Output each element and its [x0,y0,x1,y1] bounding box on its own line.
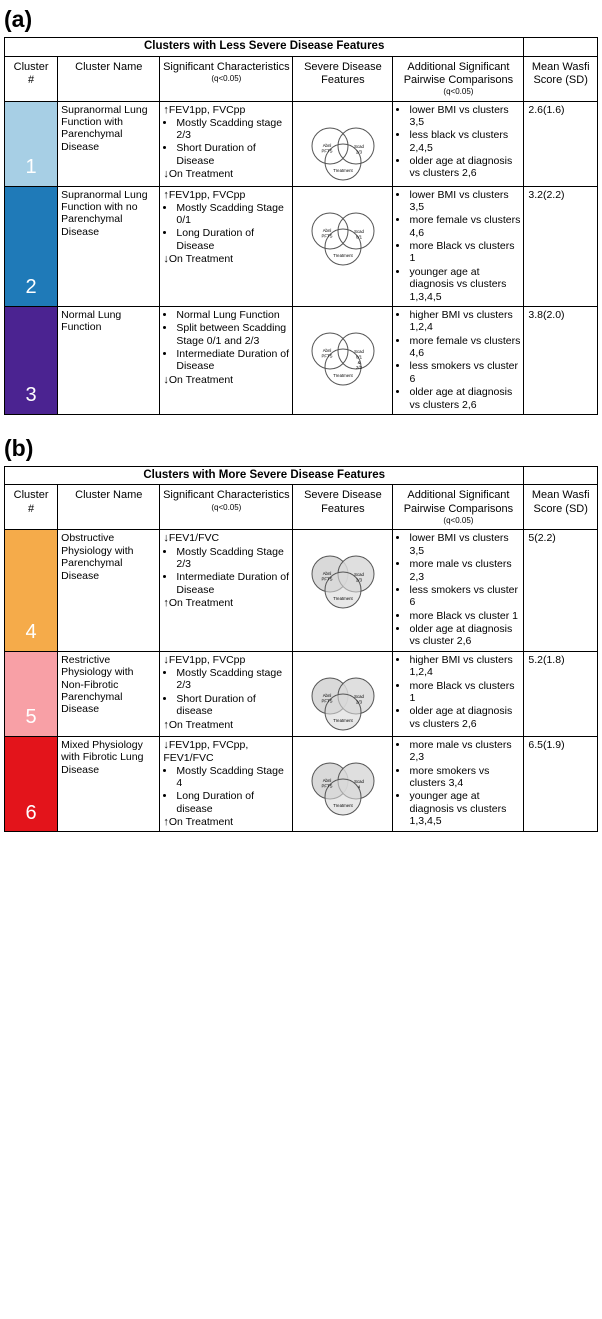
svg-text:&: & [357,359,361,365]
svg-text:2/3: 2/3 [355,577,362,583]
down-arrow-icon: ↓ [163,168,169,181]
pairwise-item: • lower BMI vs clusters 3,5 [409,532,520,557]
table-row [5,651,598,736]
significant-characteristics [160,186,293,306]
cluster-number: 6 [25,801,37,824]
up-arrow-icon: ↑ [163,718,169,731]
table-title: Clusters with Less Severe Disease Features [5,38,524,57]
svg-text:Abnl: Abnl [322,692,332,698]
svg-text:4: 4 [357,784,361,790]
table-title: Clusters with More Severe Disease Features [5,466,524,485]
pairwise-list [396,532,520,647]
pairwise-item: • older age at diagnosis vs clusters 2,6 [409,705,520,730]
table-header-row [5,485,598,530]
characteristic-item: • Intermediate Duration of Disease [176,348,289,373]
pairwise-item: • lower BMI vs clusters 3,5 [409,189,520,214]
cluster-name: Mixed Physiology with Fibrotic Lung Disease [58,736,160,831]
pairwise-list [396,309,520,411]
pairwise-item: • younger age at diagnosis vs clusters 1,3,4,5 [409,790,520,827]
cluster-color-cell [5,530,58,651]
pairwise-item: • higher BMI vs clusters 1,2,4 [409,309,520,334]
svg-text:Abnl: Abnl [322,142,332,148]
characteristic-line: ↑On Treatment [163,816,234,829]
venn-diagram [293,651,393,736]
header-cluster-number: Cluster # [5,56,58,101]
characteristic-item: • Short Duration of disease [176,693,289,718]
svg-text:PFTS: PFTS [321,698,333,704]
venn-diagram [293,530,393,651]
characteristic-item: • Split between Scadding Stage 0/1 and 2/3 [176,322,289,347]
significant-characteristics [160,736,293,831]
svg-text:Treatment: Treatment [333,596,353,602]
header-cluster-name: Cluster Name [58,485,160,530]
cluster-color-cell [5,306,58,414]
mean-wasfi-score: 5(2.2) [524,530,598,651]
header-significant-characteristics: Significant Characteristics (q<0.05) [160,56,293,101]
characteristic-list [163,546,289,597]
pairwise-item: • more male vs clusters 2,3 [409,558,520,583]
characteristic-item: • Mostly Scadding stage 2/3 [176,117,289,142]
pairwise-comparisons [393,530,524,651]
pairwise-item: • less black vs clusters 2,4,5 [409,129,520,154]
table-row [5,101,598,186]
svg-text:PFTS: PFTS [321,576,333,582]
header-cluster-number: Cluster # [5,485,58,530]
pairwise-item: • more female vs clusters 4,6 [409,214,520,239]
pairwise-comparisons [393,306,524,414]
characteristic-line: ↓FEV1/FVC [163,532,220,545]
characteristic-list [163,667,289,718]
venn-diagram [293,306,393,414]
mean-wasfi-score: 5.2(1.8) [524,651,598,736]
characteristic-line: ↑FEV1pp, FVCpp [163,103,246,116]
cluster-color-cell [5,736,58,831]
svg-text:Treatment: Treatment [333,717,353,723]
svg-text:0/1: 0/1 [355,354,362,360]
svg-text:Treatment: Treatment [333,252,353,258]
svg-text:Abnl: Abnl [322,347,332,353]
svg-text:Abnl: Abnl [322,777,332,783]
characteristic-line: ↑On Treatment [163,597,234,610]
cluster-name: Restrictive Physiology with Non-Fibrotic Parenchymal Disease [58,651,160,736]
venn-diagram [293,186,393,306]
pairwise-item: • higher BMI vs clusters 1,2,4 [409,654,520,679]
cluster-number: 4 [25,621,37,644]
mean-wasfi-score: 6.5(1.9) [524,736,598,831]
down-arrow-icon: ↓ [163,253,169,266]
table-title-blank [524,466,598,485]
down-arrow-icon: ↓ [163,532,169,545]
panel-label: (a) [4,6,33,32]
cluster-table [4,466,598,832]
header-severe-features: Severe Disease Features [293,56,393,101]
characteristic-line: ↓FEV1pp, FVCpp [163,653,246,666]
mean-wasfi-score: 2.6(1.6) [524,101,598,186]
pairwise-comparisons [393,736,524,831]
cluster-name: Obstructive Physiology with Parenchymal Disease [58,530,160,651]
pairwise-comparisons [393,186,524,306]
up-arrow-icon: ↑ [163,103,169,116]
pairwise-item: • older age at diagnosis vs clusters 2,6 [409,386,520,411]
mean-wasfi-score: 3.2(2.2) [524,186,598,306]
panel-b [0,429,602,832]
characteristic-list [163,117,289,168]
table-row [5,306,598,414]
cluster-number: 1 [25,155,37,178]
cluster-color-cell [5,186,58,306]
header-significant-characteristics: Significant Characteristics (q<0.05) [160,485,293,530]
cluster-name: Normal Lung Function [58,306,160,414]
svg-text:Scad: Scad [353,143,364,149]
svg-text:Treatment: Treatment [333,372,353,378]
svg-text:PFTS: PFTS [321,147,333,153]
pairwise-item: • more female vs clusters 4,6 [409,335,520,360]
characteristic-line: ↓On Treatment [163,168,234,181]
pairwise-list [396,104,520,180]
pairwise-item: • lower BMI vs clusters 3,5 [409,104,520,129]
pairwise-item: • more male vs clusters 2,3 [409,739,520,764]
table-header-row [5,56,598,101]
pairwise-item: • more smokers vs clusters 3,4 [409,765,520,790]
up-arrow-icon: ↑ [163,188,169,201]
svg-text:2/3: 2/3 [355,148,362,154]
svg-text:2/3: 2/3 [355,365,362,371]
header-pairwise: Additional Significant Pairwise Comparisons (q<0.05) [393,56,524,101]
svg-text:0/1: 0/1 [355,233,362,239]
characteristic-list [163,765,289,816]
characteristic-item: • Mostly Scadding stage 2/3 [176,667,289,692]
header-pairwise: Additional Significant Pairwise Comparisons (q<0.05) [393,485,524,530]
characteristic-item: • Intermediate Duration of Disease [176,571,289,596]
table-row [5,736,598,831]
pairwise-list [396,654,520,730]
significant-characteristics [160,101,293,186]
pairwise-item: • more Black vs clusters 1 [409,240,520,265]
panel-spacer [0,415,602,429]
cluster-number: 3 [25,384,37,407]
characteristic-line: ↓On Treatment [163,253,234,266]
table-title-row [5,466,598,485]
cluster-number: 5 [25,706,37,729]
pairwise-comparisons [393,651,524,736]
svg-text:Scad: Scad [353,572,364,578]
table-row [5,530,598,651]
characteristic-item: • Mostly Scadding Stage 0/1 [176,202,289,227]
pairwise-comparisons [393,101,524,186]
pairwise-item: • less smokers vs cluster 6 [409,584,520,609]
header-cluster-name: Cluster Name [58,56,160,101]
characteristic-line: ↓On Treatment [163,373,234,386]
up-arrow-icon: ↑ [163,597,169,610]
cluster-name: Supranormal Lung Function with no Parenchymal Disease [58,186,160,306]
header-severe-features: Severe Disease Features [293,485,393,530]
cluster-table [4,37,598,415]
characteristic-list [163,202,289,253]
down-arrow-icon: ↓ [163,738,169,751]
significant-characteristics [160,306,293,414]
down-arrow-icon: ↓ [163,653,169,666]
characteristic-item: • Short Duration of Disease [176,142,289,167]
svg-text:Scad: Scad [353,693,364,699]
pairwise-item: • younger age at diagnosis vs clusters 1,3,4,5 [409,266,520,303]
svg-text:Abnl: Abnl [322,227,332,233]
svg-text:PFTS: PFTS [321,353,333,359]
characteristic-item: • Long Duration of Disease [176,227,289,252]
svg-text:2/3: 2/3 [355,699,362,705]
svg-text:PFTS: PFTS [321,232,333,238]
characteristic-item: • Normal Lung Function [176,309,289,321]
table-title-blank [524,38,598,57]
svg-text:Scad: Scad [353,348,364,354]
cluster-number: 2 [25,276,37,299]
characteristic-line: ↑FEV1pp, FVCpp [163,188,246,201]
significant-characteristics [160,651,293,736]
pairwise-item: • more Black vs clusters 1 [409,680,520,705]
svg-text:Treatment: Treatment [333,167,353,173]
header-mean-wasfi: Mean Wasfi Score (SD) [524,56,598,101]
panel-label: (b) [4,434,34,461]
svg-text:Scad: Scad [353,778,364,784]
characteristic-list [163,309,289,373]
table-title-row [5,38,598,57]
venn-diagram [293,101,393,186]
pairwise-item: • older age at diagnosis vs clusters 2,6 [409,155,520,180]
svg-text:Abnl: Abnl [322,571,332,577]
significant-characteristics [160,530,293,651]
venn-diagram [293,736,393,831]
cluster-color-cell [5,651,58,736]
pairwise-item: • more Black vs cluster 1 [409,610,520,622]
characteristic-line: ↓FEV1pp, FVCpp, FEV1/FVC [163,738,249,764]
cluster-name: Supranormal Lung Function with Parenchymal Disease [58,101,160,186]
down-arrow-icon: ↓ [163,373,169,386]
characteristic-line: ↑On Treatment [163,718,234,731]
svg-text:Scad: Scad [353,228,364,234]
characteristic-item: • Long Duration of disease [176,790,289,815]
pairwise-item: • older age at diagnosis vs cluster 2,6 [409,623,520,648]
cluster-color-cell [5,101,58,186]
svg-text:Treatment: Treatment [333,802,353,808]
characteristic-item: • Mostly Scadding Stage 2/3 [176,546,289,571]
pairwise-list [396,189,520,303]
table-row [5,186,598,306]
mean-wasfi-score: 3.8(2.0) [524,306,598,414]
header-mean-wasfi: Mean Wasfi Score (SD) [524,485,598,530]
svg-text:PFTS: PFTS [321,783,333,789]
panel-a [0,0,602,429]
pairwise-list [396,739,520,828]
characteristic-item: • Mostly Scadding Stage 4 [176,765,289,790]
pairwise-item: • less smokers vs cluster 6 [409,360,520,385]
up-arrow-icon: ↑ [163,816,169,829]
